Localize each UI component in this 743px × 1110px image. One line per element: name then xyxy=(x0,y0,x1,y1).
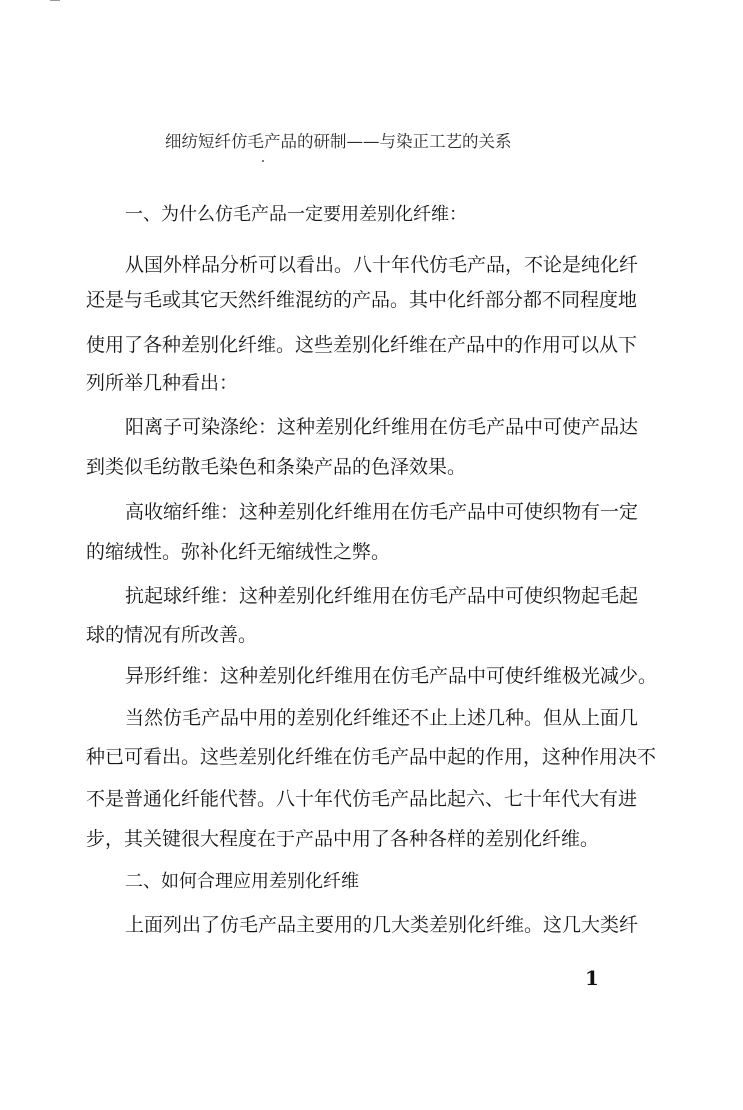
scan-mark xyxy=(50,0,60,1)
paragraph-line: 阳离子可染涤纶：这种差别化纤维用在仿毛产品中可使产品达 xyxy=(125,416,639,438)
paragraph-line: 到类似毛纺散毛染色和条染产品的色泽效果。 xyxy=(86,456,467,478)
section-heading-1: 一、为什么仿毛产品一定要用差别化纤维： xyxy=(125,204,467,225)
paragraph-line: 使用了各种差别化纤维。这些差别化纤维在产品中的作用可以从下 xyxy=(86,334,638,356)
paragraph-line: 上面列出了仿毛产品主要用的几大类差别化纤维。这几大类纤 xyxy=(125,914,639,936)
paragraph-line: 步，其关键很大程度在于产品中用了各种各样的差别化纤维。 xyxy=(86,828,600,850)
paragraph-line: 球的情况有所改善。 xyxy=(86,624,258,646)
paragraph-line: 抗起球纤维：这种差别化纤维用在仿毛产品中可使织物起毛起 xyxy=(125,585,639,607)
paragraph-line: 异形纤维：这种差别化纤维用在仿毛产品中可使纤维极光减少。 xyxy=(125,665,658,687)
paragraph-line: 种已可看出。这些差别化纤维在仿毛产品中起的作用，这种作用决不 xyxy=(86,746,657,768)
document-title: 细纺短纤仿毛产品的研制——与染正工艺的关系 xyxy=(165,132,512,151)
page-number: 1 xyxy=(585,966,599,990)
scan-dot xyxy=(262,160,264,162)
paragraph-line: 高收缩纤维：这种差别化纤维用在仿毛产品中可使织物有一定 xyxy=(125,501,639,523)
paragraph-line: 列所举几种看出： xyxy=(86,372,239,394)
section-heading-2: 二、如何合理应用差别化纤维 xyxy=(125,871,359,892)
paragraph-line: 从国外样品分析可以看出。八十年代仿毛产品，不论是纯化纤 xyxy=(125,254,639,276)
paragraph-line: 还是与毛或其它天然纤维混纺的产品。其中化纤部分都不同程度地 xyxy=(86,289,638,311)
paragraph-line: 的缩绒性。弥补化纤无缩绒性之弊。 xyxy=(86,541,391,563)
paragraph-line: 不是普通化纤能代替。八十年代仿毛产品比起六、七十年代大有进 xyxy=(86,788,638,810)
paragraph-line: 当然仿毛产品中用的差别化纤维还不止上述几种。但从上面几 xyxy=(125,707,639,729)
